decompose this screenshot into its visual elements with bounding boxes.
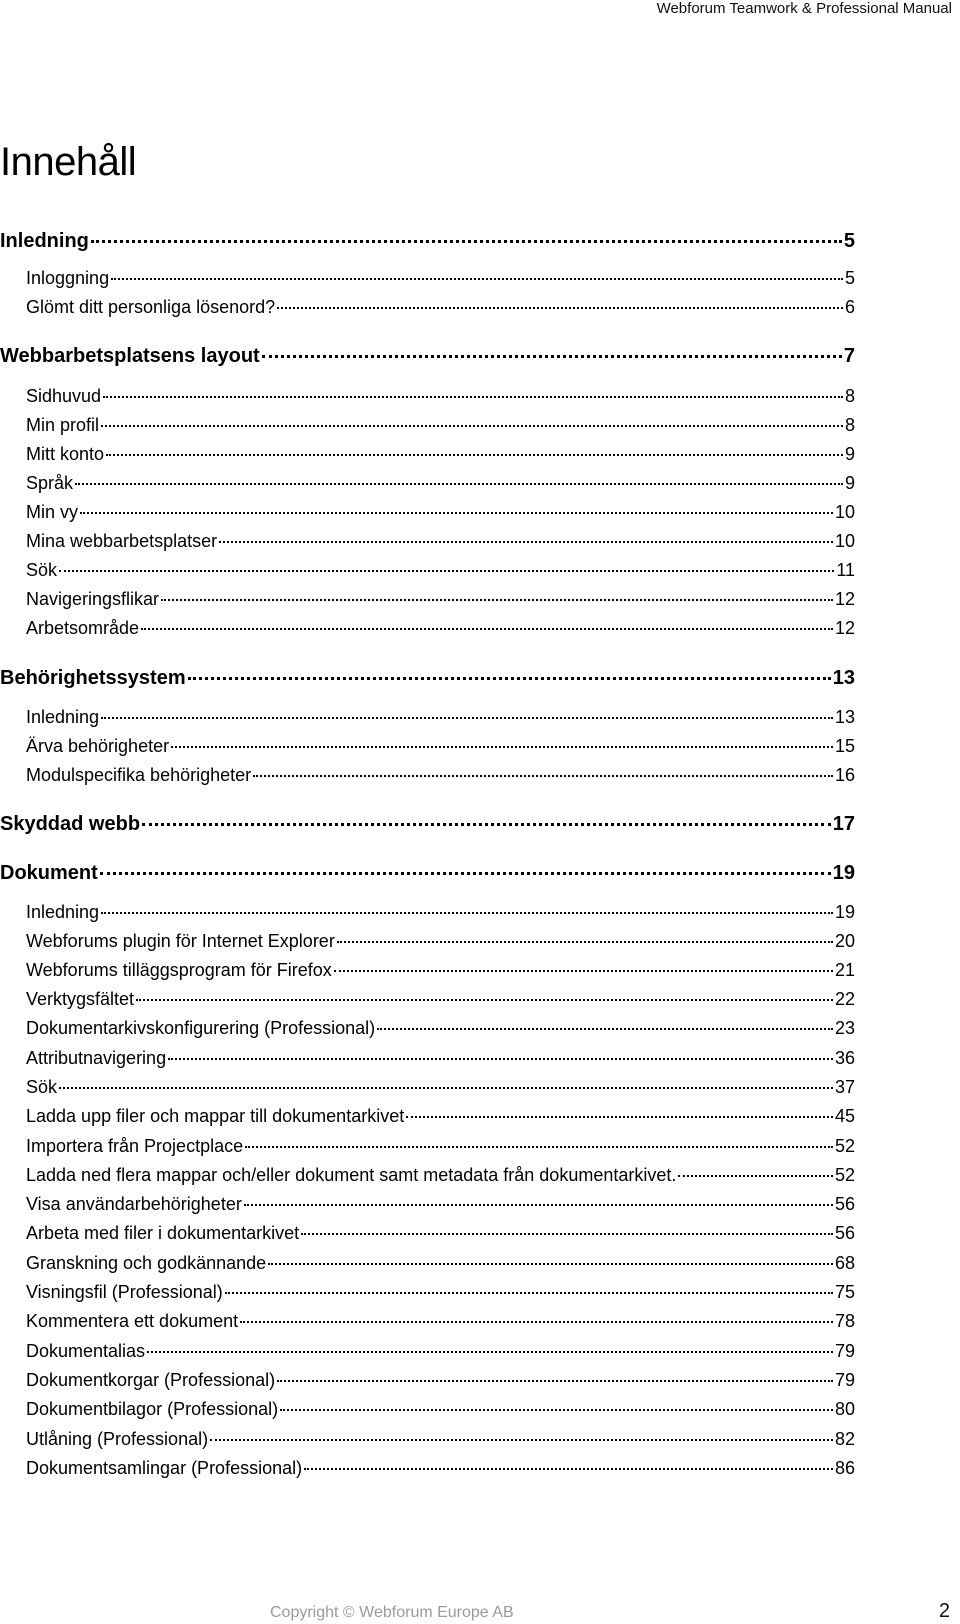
toc-entry-title: Modulspecifika behörigheter (26, 765, 252, 785)
toc-dot-leader (268, 1263, 833, 1265)
toc-entry[interactable] (26, 1194, 855, 1215)
toc-dot-leader (678, 1175, 833, 1177)
toc-entry-title: Ladda ned flera mappar och/eller dokument samt metadata från dokumentarkivet. (26, 1165, 677, 1185)
toc-dot-leader (75, 483, 843, 485)
toc-dot-leader (171, 746, 833, 748)
toc-entry[interactable] (26, 531, 855, 552)
toc-entry[interactable] (26, 707, 855, 728)
toc-dot-leader (100, 872, 831, 875)
toc-entry-page: 23 (834, 1018, 855, 1038)
toc-entry[interactable] (26, 589, 855, 610)
toc-dot-leader (141, 628, 833, 630)
toc-entry-page: 15 (834, 736, 855, 756)
toc-entry[interactable] (26, 960, 855, 981)
toc-entry-page: 78 (834, 1311, 855, 1331)
toc-entry-page: 17 (832, 813, 855, 835)
toc-entry[interactable] (26, 931, 855, 952)
toc-dot-leader (280, 1409, 833, 1411)
toc-entry-page: 56 (834, 1194, 855, 1214)
toc-entry[interactable] (26, 1282, 855, 1303)
toc-entry-page: 36 (834, 1048, 855, 1068)
toc-entry-title: Arbetsområde (26, 618, 140, 638)
toc-entry-title: Granskning och godkännande (26, 1253, 267, 1273)
toc-entry[interactable] (26, 1165, 855, 1186)
toc-entry[interactable] (26, 415, 855, 436)
toc-entry-title: Skyddad webb (0, 813, 141, 835)
toc-dot-leader (244, 1204, 833, 1206)
toc-entry-title: Sök (26, 1077, 58, 1097)
toc-entry[interactable] (26, 1136, 855, 1157)
toc-dot-leader (262, 355, 842, 358)
toc-dot-leader (337, 941, 833, 943)
toc-dot-leader (245, 1146, 833, 1148)
footer-copyright: Copyright © Webforum Europe AB (270, 1604, 514, 1621)
toc-entry-title: Sök (26, 560, 58, 580)
toc-entry-title: Dokumentalias (26, 1341, 146, 1361)
toc-dot-leader (188, 677, 831, 680)
toc-entry[interactable] (26, 1458, 855, 1479)
toc-dot-leader (225, 1292, 833, 1294)
toc-entry-title: Importera från Projectplace (26, 1136, 244, 1156)
toc-entry[interactable] (0, 345, 855, 368)
toc-entry[interactable] (26, 560, 855, 581)
toc-entry-title: Webforums plugin för Internet Explorer (26, 931, 335, 951)
toc-entry-page: 68 (834, 1253, 855, 1273)
toc-dot-leader (101, 425, 843, 427)
page-number: 2 (938, 1600, 950, 1622)
toc-dot-leader (240, 1321, 833, 1323)
toc-entry-page: 79 (834, 1341, 855, 1361)
toc-entry-title: Attributnavigering (26, 1048, 167, 1068)
toc-entry[interactable] (26, 444, 855, 465)
toc-entry-title: Inloggning (26, 268, 110, 288)
toc-entry-title: Inledning (26, 707, 100, 727)
toc-entry-title: Behörighetssystem (0, 667, 186, 689)
toc-dot-leader (301, 1233, 833, 1235)
toc-entry[interactable] (26, 765, 855, 786)
toc-dot-leader (277, 307, 843, 309)
toc-entry-title: Ärva behörigheter (26, 736, 170, 756)
toc-dot-leader (277, 1380, 833, 1382)
toc-entry-page: 52 (834, 1165, 855, 1185)
toc-entry-title: Webforums tilläggsprogram för Firefox (26, 960, 332, 980)
toc-entry[interactable] (26, 386, 855, 407)
toc-entry[interactable] (26, 473, 855, 494)
toc-entry-page: 79 (834, 1370, 855, 1390)
toc-entry-page: 86 (834, 1458, 855, 1478)
toc-dot-leader (101, 912, 833, 914)
toc-entry-title: Dokumentsamlingar (Professional) (26, 1458, 303, 1478)
toc-entry[interactable] (26, 268, 855, 289)
toc-dot-leader (210, 1439, 833, 1441)
toc-entry-page: 19 (834, 902, 855, 922)
toc-entry[interactable] (26, 1018, 855, 1039)
toc-entry[interactable] (26, 1341, 855, 1362)
toc-entry[interactable] (0, 862, 855, 885)
toc-entry[interactable] (0, 230, 855, 253)
toc-entry-page: 56 (834, 1223, 855, 1243)
toc-entry[interactable] (26, 1429, 855, 1450)
toc-entry-page: 7 (843, 345, 855, 367)
toc-entry-title: Mina webbarbetsplatser (26, 531, 218, 551)
toc-dot-leader (106, 454, 843, 456)
toc-entry-page: 10 (834, 531, 855, 551)
toc-entry-title: Webbarbetsplatsens layout (0, 345, 260, 367)
toc-entry-title: Min vy (26, 502, 79, 522)
toc-entry[interactable] (26, 1077, 855, 1098)
toc-entry[interactable] (26, 1370, 855, 1391)
toc-entry-page: 9 (844, 444, 855, 464)
toc-entry-page: 12 (834, 589, 855, 609)
toc-entry[interactable] (26, 1048, 855, 1069)
toc-entry-page: 82 (834, 1429, 855, 1449)
toc-dot-leader (142, 823, 831, 826)
toc-entry-title: Visningsfil (Professional) (26, 1282, 223, 1302)
toc-dot-leader (253, 775, 833, 777)
toc-entry[interactable] (26, 1223, 855, 1244)
toc-heading: Innehåll (0, 140, 137, 184)
toc-dot-leader (377, 1028, 833, 1030)
toc-entry-page: 8 (844, 386, 855, 406)
toc-dot-leader (168, 1058, 833, 1060)
toc-entry-title: Språk (26, 473, 74, 493)
toc-entry-page: 13 (834, 707, 855, 727)
toc-dot-leader (136, 999, 833, 1001)
toc-entry-page: 20 (834, 931, 855, 951)
toc-entry-page: 22 (834, 989, 855, 1009)
toc-entry-title: Inledning (26, 902, 100, 922)
toc-entry-page: 75 (834, 1282, 855, 1302)
toc-entry-title: Mitt konto (26, 444, 105, 464)
toc-entry-title: Utlåning (Professional) (26, 1429, 209, 1449)
toc-entry[interactable] (0, 813, 855, 836)
toc-entry[interactable] (26, 1106, 855, 1127)
toc-dot-leader (147, 1351, 833, 1353)
toc-entry-page: 80 (834, 1399, 855, 1419)
toc-entry-page: 9 (844, 473, 855, 493)
toc-dot-leader (304, 1468, 833, 1470)
toc-dot-leader (111, 278, 843, 280)
toc-entry-title: Kommentera ett dokument (26, 1311, 239, 1331)
toc-dot-leader (161, 599, 833, 601)
toc-entry-page: 11 (836, 560, 855, 580)
toc-entry-page: 16 (834, 765, 855, 785)
toc-entry-page: 12 (834, 618, 855, 638)
toc-entry[interactable] (26, 1253, 855, 1274)
toc-entry-title: Dokumentarkivskonfigurering (Professional) (26, 1018, 376, 1038)
toc-dot-leader (219, 541, 833, 543)
toc-entry[interactable] (26, 989, 855, 1010)
toc-entry[interactable] (26, 502, 855, 523)
toc-entry[interactable] (26, 297, 855, 318)
toc-dot-leader (334, 970, 833, 972)
toc-entry-title: Sidhuvud (26, 386, 102, 406)
toc-dot-leader (59, 570, 834, 572)
toc-entry-page: 52 (834, 1136, 855, 1156)
toc-entry[interactable] (26, 902, 855, 923)
toc-entry-page: 8 (844, 415, 855, 435)
toc-entry-title: Navigeringsflikar (26, 589, 160, 609)
toc-entry-title: Glömt ditt personliga lösenord? (26, 297, 276, 317)
toc-dot-leader (103, 396, 843, 398)
toc-dot-leader (80, 512, 833, 514)
toc-entry-title: Dokumentbilagor (Professional) (26, 1399, 279, 1419)
toc-entry-title: Verktygsfältet (26, 989, 135, 1009)
toc-entry-title: Min profil (26, 415, 100, 435)
toc-entry-title: Arbeta med filer i dokumentarkivet (26, 1223, 300, 1243)
toc-entry[interactable] (26, 1311, 855, 1332)
toc-dot-leader (91, 240, 842, 243)
toc-entry-page: 10 (834, 502, 855, 522)
toc-entry-page: 45 (834, 1106, 855, 1126)
toc-entry-page: 37 (834, 1077, 855, 1097)
toc-dot-leader (406, 1116, 833, 1118)
running-header: Webforum Teamwork & Professional Manual (656, 0, 952, 17)
toc-entry-title: Dokumentkorgar (Professional) (26, 1370, 276, 1390)
toc-dot-leader (101, 717, 833, 719)
toc-entry[interactable] (26, 618, 855, 639)
toc-dot-leader (59, 1087, 833, 1089)
toc-entry-page: 6 (844, 297, 855, 317)
toc-entry-title: Dokument (0, 862, 98, 884)
toc-entry-title: Ladda upp filer och mappar till dokumentarkivet (26, 1106, 405, 1126)
toc-entry-title: Visa användarbehörigheter (26, 1194, 242, 1214)
toc-entry-page: 19 (832, 862, 855, 884)
toc-entry-page: 21 (834, 960, 855, 980)
toc-entry[interactable] (0, 667, 855, 690)
toc-entry[interactable] (26, 736, 855, 757)
toc-entry-page: 5 (843, 230, 855, 252)
toc-entry-page: 13 (832, 667, 855, 689)
toc-entry-page: 5 (844, 268, 855, 288)
toc-entry[interactable] (26, 1399, 855, 1420)
toc-entry-title: Inledning (0, 230, 89, 252)
